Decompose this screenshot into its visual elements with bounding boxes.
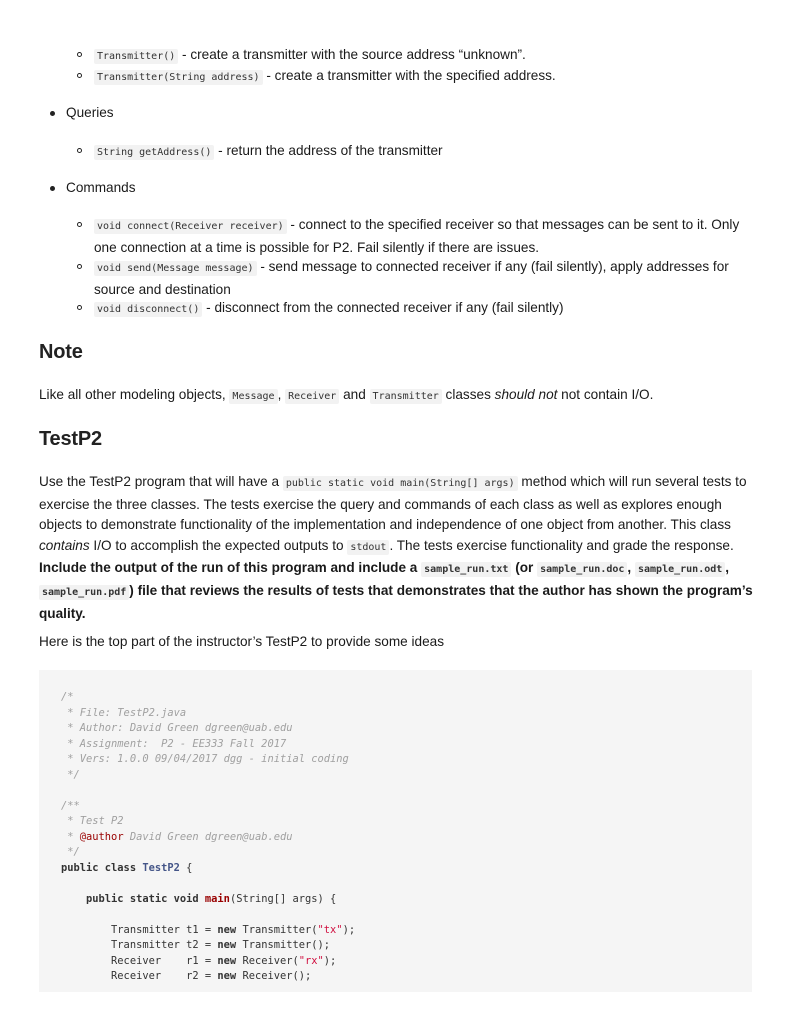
text: and (339, 387, 370, 402)
code-text: Receiver r1 = (111, 954, 218, 967)
code-keyword: public class (61, 861, 137, 874)
disc-bullet-icon (50, 186, 55, 191)
code-text: Transmitter(); (242, 939, 331, 951)
code-text: { (179, 861, 193, 874)
code-text: ); (342, 923, 356, 936)
emphasis: contains (39, 537, 90, 553)
code-inline: void disconnect() (94, 302, 202, 317)
section-heading-note: Note (39, 341, 83, 363)
item-desc: - disconnect from the connected receiver if any (fail silently) (202, 300, 564, 315)
item-desc: - send message to connected receiver if any (fail silently), apply addresses for source and destination (94, 259, 729, 297)
code-text: Transmitter t2 = (111, 939, 218, 951)
code-inline: Transmitter (370, 389, 442, 404)
code-comment: * Assignment: P2 - EE333 Fall 2017 (61, 737, 287, 750)
text: (or (511, 560, 538, 576)
code-inline: stdout (347, 540, 389, 555)
code-inline: sample_run.odt (635, 562, 725, 577)
circle-bullet-icon (77, 222, 82, 227)
text: ) file that reviews the results of tests that demonstrates that the author has shown the program’s quality. (39, 582, 753, 621)
item-desc: - connect to the specified receiver so that messages can be sent to it. Only one connection at a time is possible for P2. Fail silently if there are issues. (94, 217, 740, 255)
code-listing (61, 690, 355, 985)
text: not contain I/O. (557, 387, 654, 402)
code-inline: sample_run.txt (421, 562, 511, 577)
code-inline: sample_run.pdf (39, 585, 129, 600)
list-item-commands (48, 178, 136, 198)
item-desc: - create a transmitter with the specified address. (262, 68, 556, 83)
text: classes (441, 387, 495, 402)
code-method-name: main (204, 892, 230, 905)
emphasis: should not (494, 387, 558, 402)
text: . The tests exercise functionality and grade the response. (389, 537, 734, 553)
code-comment: David Green dgreen@uab.edu (123, 830, 293, 843)
item-desc: - create a transmitter with the source address “unknown”. (178, 47, 526, 62)
code-comment: */ (61, 768, 80, 781)
list-item (72, 66, 762, 89)
list-item (72, 298, 762, 321)
list-item (72, 141, 762, 164)
text: I/O to accomplish the expected outputs to (89, 537, 348, 553)
code-keyword: new (217, 939, 237, 951)
intro-paragraph: Here is the top part of the instructor’s TestP2 to provide some ideas (39, 634, 445, 649)
code-comment: * Author: David Green dgreen@uab.edu (61, 722, 293, 734)
circle-bullet-icon (77, 52, 82, 57)
list-item (72, 257, 762, 300)
bold-instructions (39, 560, 753, 620)
code-class-name: TestP2 (142, 861, 180, 874)
section-heading-testp2: TestP2 (39, 428, 102, 450)
code-inline: void connect(Receiver receiver) (94, 219, 287, 234)
code-text: Transmitter( (242, 923, 318, 936)
code-javadoc-tag: @author (79, 830, 124, 843)
text: , (627, 560, 635, 576)
code-text: Receiver( (242, 954, 299, 967)
code-inline: public static void main(String[] args) (283, 476, 518, 491)
code-comment: * (61, 830, 80, 843)
code-comment: /* (61, 691, 74, 703)
text: , (725, 560, 730, 576)
list-item-queries (48, 103, 114, 123)
code-comment: * Test P2 (61, 815, 124, 827)
code-comment: */ (61, 846, 80, 858)
code-comment: /** (61, 799, 80, 812)
code-keyword: public static void (86, 892, 199, 905)
code-inline: Transmitter(String address) (94, 70, 263, 85)
code-comment: * Vers: 1.0.0 09/04/2017 dgg - initial coding (61, 753, 349, 765)
item-desc: - return the address of the transmitter (214, 143, 443, 158)
list-heading: Commands (66, 180, 136, 195)
text: Like all other modeling objects, (39, 387, 230, 402)
code-block (39, 670, 752, 992)
code-string: "rx" (298, 954, 324, 967)
list-item (72, 215, 762, 258)
code-inline: Receiver (285, 389, 339, 404)
code-keyword: new (217, 970, 237, 982)
testp2-paragraph (39, 472, 757, 624)
code-text: (String[] args) { (229, 892, 337, 905)
code-inline: String getAddress() (94, 145, 214, 160)
code-inline: Message (229, 389, 277, 404)
circle-bullet-icon (77, 264, 82, 269)
disc-bullet-icon (50, 111, 55, 116)
code-text: Transmitter t1 = (111, 923, 218, 936)
code-string: "tx" (317, 923, 343, 936)
code-comment: * File: TestP2.java (61, 706, 187, 719)
code-text: Receiver(); (242, 970, 312, 982)
code-inline: sample_run.doc (537, 562, 627, 577)
code-text: ); (323, 954, 337, 967)
text: Use the TestP2 program that will have a (39, 474, 283, 489)
text: method which will run several tests to exercise the three classes. The tests exercise the query and commands of each class as well as explores enough objects to demonstrate functionality of the implementation and independence of one object from another. This class (39, 474, 747, 533)
circle-bullet-icon (77, 305, 82, 310)
code-inline: Transmitter() (94, 49, 178, 64)
text: , (277, 387, 286, 402)
list-heading: Queries (66, 105, 114, 120)
circle-bullet-icon (77, 148, 82, 153)
code-inline: void send(Message message) (94, 261, 257, 276)
code-text: Receiver r2 = (111, 970, 218, 982)
text: Include the output of the run of this program and include a (39, 560, 422, 576)
code-keyword: new (217, 954, 237, 967)
note-paragraph (39, 385, 757, 408)
list-item (72, 45, 762, 68)
code-keyword: new (217, 923, 237, 936)
circle-bullet-icon (77, 73, 82, 78)
